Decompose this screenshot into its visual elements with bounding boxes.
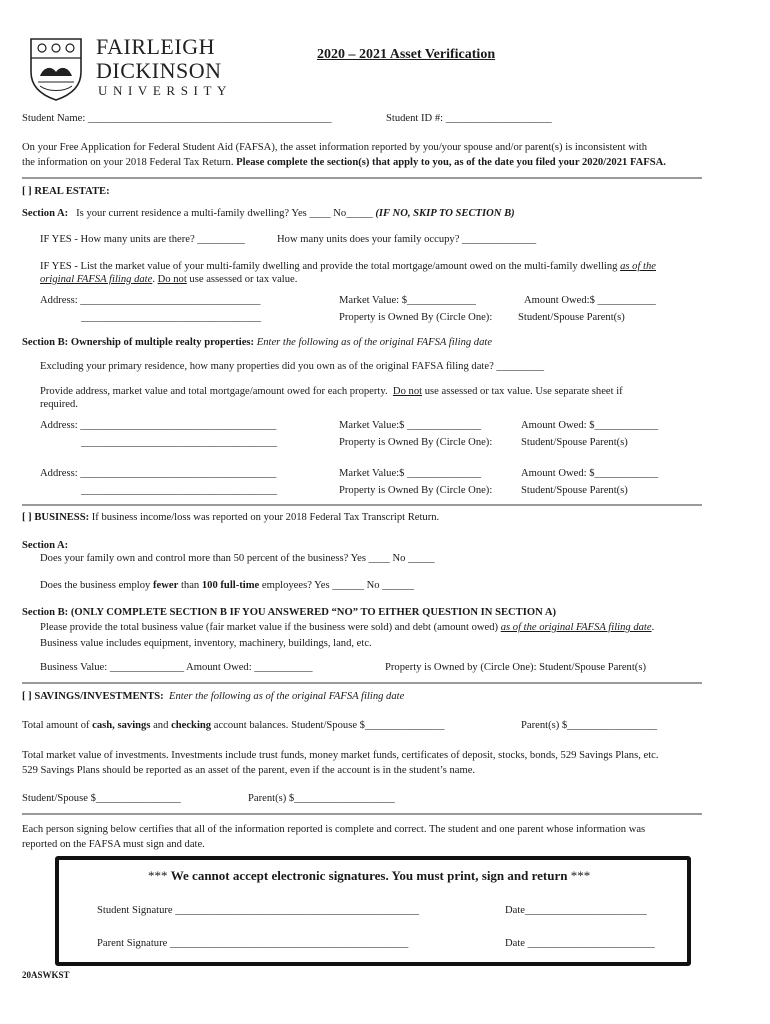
- q2-a: Does the business employ: [40, 580, 151, 591]
- section-b-label: Section B: Ownership of multiple realty properties:: [22, 337, 255, 348]
- real-estate-section-b: [22, 337, 492, 350]
- q2-c: employees? Yes ______ No ______: [261, 580, 415, 591]
- logo-line-3: UNIVERSITY: [98, 83, 232, 98]
- intro-line-1: On your Free Application for Federal Student Aid (FAFSA), the asset information reported by you/your spouse and/or parent(s) is inconsistent with: [22, 142, 648, 153]
- total-checking: checking: [171, 720, 212, 731]
- owned-by-label: Property is Owned By (Circle One):: [339, 312, 493, 323]
- savings-heading-bold: [ ] SAVINGS/INVESTMENTS:: [22, 691, 164, 702]
- intro-line-2-bold: Please complete the section(s) that apply to you, as of the date you filed your 2020/2021 FAFSA.: [236, 157, 666, 168]
- divider: [22, 682, 702, 684]
- student-signature-field[interactable]: Student Signature ______________________________________________: [97, 905, 419, 916]
- property-2-address-line-2[interactable]: _____________________________________: [81, 485, 277, 496]
- business-provide-plain: Please provide the total business value (fair market value if the business were sold) and debt (amount owed): [40, 622, 499, 633]
- section-a-label: Section A:: [22, 208, 69, 219]
- property-1-amount-owed[interactable]: Amount Owed: $____________: [521, 420, 659, 431]
- amount-owed-field[interactable]: Amount Owed:$ ___________: [524, 295, 656, 306]
- section-a-skip: (IF NO, SKIP TO SECTION B): [375, 208, 515, 219]
- business-provide-line-1: Please provide the total business value (fair market value if the business were sold) and debt (amount owed) as of the original FAFSA filing date.: [40, 622, 655, 633]
- excluding-question[interactable]: Excluding your primary residence, how many properties did you own as of the original FAFSA filing date? _________: [40, 361, 545, 372]
- business-question-2[interactable]: [40, 580, 414, 593]
- invest-line-2: 529 Savings Plans should be reported as an asset of the parent, even if the account is in the student’s name.: [22, 765, 476, 776]
- parent-invest-field[interactable]: Parent(s) $___________________: [248, 793, 395, 804]
- provide-line-1-b: use assessed or tax value. Use separate sheet if: [424, 386, 623, 397]
- student-invest-field[interactable]: Student/Spouse $________________: [22, 793, 181, 804]
- list-line-1-plain: IF YES - List the market value of your multi-family dwelling and provide the total mortgage/amount owed on the multi-family dwelling: [40, 261, 618, 272]
- business-question-1[interactable]: Does your family own and control more than 50 percent of the business? Yes ____ No _____: [40, 553, 435, 564]
- list-line-2-ital: original FAFSA filing date: [40, 274, 153, 285]
- q2-fewer: fewer: [153, 580, 179, 591]
- market-value-field[interactable]: Market Value: $_____________: [339, 295, 476, 306]
- business-section-b: Section B: (ONLY COMPLETE SECTION B IF YOU ANSWERED “NO” TO EITHER QUESTION IN SECTION A): [22, 607, 557, 618]
- total-a: Total amount of: [22, 720, 90, 731]
- business-section-a-label: Section A:: [22, 540, 69, 551]
- notice-bold: We cannot accept electronic signatures. You must print, sign and return: [170, 868, 568, 883]
- business-heading-bold: [ ] BUSINESS:: [22, 512, 90, 523]
- parents-cash-field[interactable]: Parent(s) $_________________: [521, 720, 658, 731]
- address-field[interactable]: Address: __________________________________: [40, 295, 261, 306]
- intro-line-2-plain: the information on your 2018 Federal Tax Return.: [22, 157, 234, 168]
- total-rest: account balances. Student/Spouse $_______________: [213, 720, 445, 731]
- student-date-field[interactable]: Date_______________________: [505, 905, 647, 916]
- total-cash: cash, savings: [92, 720, 151, 731]
- q2-b: than: [180, 580, 200, 591]
- property-2-amount-owed[interactable]: Amount Owed: $____________: [521, 468, 659, 479]
- real-estate-heading: [ ] REAL ESTATE:: [22, 186, 110, 197]
- section-b-ital: Enter the following as of the original FAFSA filing date: [256, 337, 493, 348]
- list-line-2: original FAFSA filing date. Do not use assessed or tax value.: [40, 274, 298, 285]
- business-heading: [22, 512, 439, 525]
- units-question-2[interactable]: How many units does your family occupy? ______________: [277, 234, 537, 245]
- form-code: 20ASWKST: [22, 970, 70, 980]
- property-1-address[interactable]: Address: _____________________________________: [40, 420, 277, 431]
- total-and: and: [153, 720, 169, 731]
- divider: [22, 504, 702, 506]
- divider: [22, 813, 702, 815]
- owner-options[interactable]: Student/Spouse Parent(s): [518, 312, 625, 323]
- list-line-2-donot: Do not: [157, 274, 187, 285]
- notice-a: ***: [148, 868, 168, 883]
- page-title: 2020 – 2021 Asset Verification: [317, 47, 496, 62]
- address-field-line-2[interactable]: __________________________________: [81, 312, 262, 323]
- section-a-question[interactable]: Is your current residence a multi-family dwelling? Yes ____ No_____: [76, 208, 373, 219]
- student-name-field[interactable]: Student Name: ______________________________________________: [22, 113, 332, 124]
- property-2-market-value[interactable]: Market Value:$ ______________: [339, 468, 482, 479]
- divider: [22, 177, 702, 179]
- property-1-owners[interactable]: Student/Spouse Parent(s): [521, 437, 628, 448]
- provide-line-1: [40, 386, 623, 399]
- invest-line-1: Total market value of investments. Investments include trust funds, money market funds, certificates of deposit, stocks, bonds, 529 Savings Plans, etc.: [22, 750, 659, 761]
- business-owned-by[interactable]: Property is Owned by (Circle One): Student/Spouse Parent(s): [385, 662, 646, 673]
- notice-b: ***: [570, 868, 591, 883]
- certify-line-1: Each person signing below certifies that all of the information reported is complete and correct. The student and one parent whose information was: [22, 824, 646, 835]
- q2-100: 100 full-time: [201, 580, 260, 591]
- logo-line-2: DICKINSON: [96, 58, 222, 83]
- provide-line-1-donot: Do not: [392, 386, 423, 397]
- business-provide-ital: as of the original FAFSA filing date: [500, 622, 652, 633]
- certify-line-2: reported on the FAFSA must sign and date.: [22, 839, 205, 850]
- property-2-owners[interactable]: Student/Spouse Parent(s): [521, 485, 628, 496]
- provide-line-2: required.: [40, 399, 78, 410]
- property-1-market-value[interactable]: Market Value:$ ______________: [339, 420, 482, 431]
- signature-notice: [148, 868, 590, 884]
- property-2-address[interactable]: Address: _____________________________________: [40, 468, 277, 479]
- savings-heading-ital: Enter the following as of the original FAFSA filing date: [168, 691, 405, 702]
- business-provide-line-2: Business value includes equipment, inventory, machinery, buildings, land, etc.: [40, 638, 372, 649]
- parent-date-field[interactable]: Date ________________________: [505, 938, 655, 949]
- property-1-address-line-2[interactable]: _____________________________________: [81, 437, 277, 448]
- property-1-owned-by: Property is Owned By (Circle One):: [339, 437, 493, 448]
- logo-line-1: FAIRLEIGH: [96, 34, 215, 59]
- savings-heading: [22, 691, 404, 704]
- university-crest-icon: [28, 36, 84, 102]
- business-value-field[interactable]: Business Value: ______________ Amount Owed: ___________: [40, 662, 313, 673]
- intro-line-2: [22, 157, 666, 170]
- units-question-1[interactable]: IF YES - How many units are there? _________: [40, 234, 245, 245]
- savings-total-field[interactable]: [22, 720, 444, 733]
- list-line-1: [40, 261, 656, 274]
- business-heading-rest: If business income/loss was reported on your 2018 Federal Tax Transcript Return.: [91, 512, 440, 523]
- provide-line-1-a: Provide address, market value and total mortgage/amount owed for each property.: [40, 386, 388, 397]
- real-estate-section-a: [22, 208, 515, 221]
- list-line-2-rest: use assessed or tax value.: [189, 274, 298, 285]
- parent-signature-field[interactable]: Parent Signature _____________________________________________: [97, 938, 409, 949]
- list-line-1-ital: as of the: [620, 261, 656, 272]
- student-id-field[interactable]: Student ID #: ____________________: [386, 113, 552, 124]
- property-2-owned-by: Property is Owned By (Circle One):: [339, 485, 493, 496]
